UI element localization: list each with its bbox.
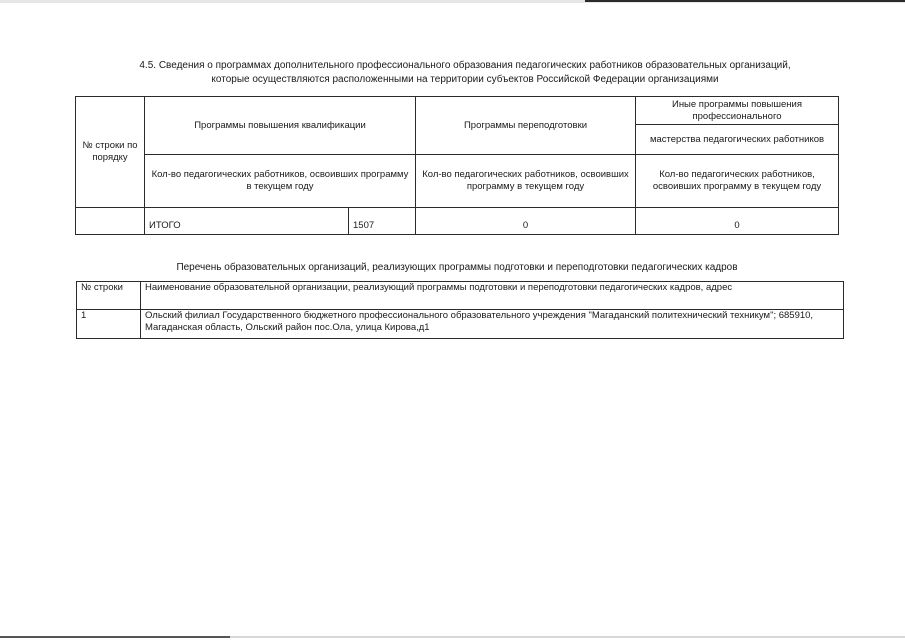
org-header-name: Наименование образовательной организации, реализующий программы подготовки и переподготовки педагогических кадров, адрес — [141, 282, 844, 310]
organizations-table-header-row — [77, 282, 844, 310]
total-row — [76, 208, 839, 235]
section-heading-line-1: 4.5. Сведения о программах дополнительного профессионального образования педагогических работников образовательных организаций, — [139, 60, 791, 71]
scan-edge-top — [0, 0, 905, 3]
org-row-number: 1 — [77, 310, 141, 339]
section-heading — [70, 59, 860, 87]
section-heading-line-2: которые осуществляются расположенными на территории субъектов Российской Федерации организациями — [211, 74, 719, 85]
organizations-table — [76, 281, 844, 339]
subheader-retraining-count: Кол-во педагогических работников, освоивших программу в текущем году — [416, 155, 636, 208]
organizations-list-title: Перечень образовательных организаций, реализующих программы подготовки и переподготовки педагогических кадров — [176, 262, 738, 273]
header-other-bottom: мастерства педагогических работников — [636, 125, 839, 155]
subheader-other-count: Кол-во педагогических работников, освоивших программу в текущем году — [636, 155, 839, 208]
table-row — [77, 310, 844, 339]
header-other-top: Иные программы повышения профессионального — [636, 97, 839, 125]
total-retraining: 0 — [416, 208, 636, 235]
programs-table-subheader-row — [76, 155, 839, 208]
total-row-number — [76, 208, 145, 235]
programs-table-header-row — [76, 97, 839, 125]
header-row-number: № строки по порядку — [76, 97, 145, 208]
total-label: ИТОГО — [145, 208, 349, 235]
org-header-row-number: № строки — [77, 282, 141, 310]
org-row-name: Ольский филиал Государственного бюджетного профессионального образовательного учреждения "Магаданский политехнический техникум"; 685910, Магаданская область, Ольский район пос.Ола, улица Кирова,д1 — [141, 310, 844, 339]
header-retraining: Программы переподготовки — [416, 97, 636, 155]
scan-edge-bottom — [0, 636, 905, 638]
subheader-qualification-count: Кол-во педагогических работников, освоивших программу в текущем году — [145, 155, 416, 208]
header-qualification: Программы повышения квалификации — [145, 97, 416, 155]
total-qualification: 1507 — [349, 208, 416, 235]
total-other: 0 — [636, 208, 839, 235]
programs-table — [75, 96, 839, 235]
